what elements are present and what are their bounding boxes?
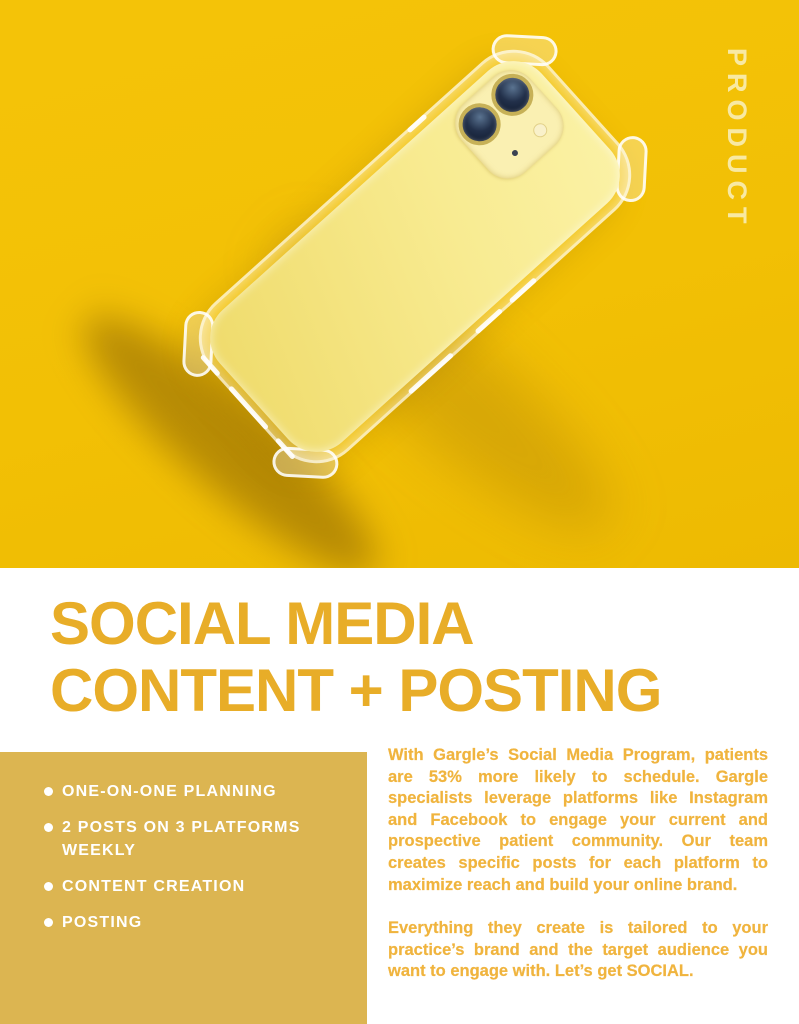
case-corner-bumper [615, 135, 648, 202]
feature-box [0, 752, 367, 1024]
feature-list-item [46, 911, 347, 934]
page-title-line2: CONTENT + POSTING [50, 657, 662, 724]
page-title [50, 590, 770, 724]
feature-list-item [46, 816, 347, 862]
camera-module [444, 59, 574, 189]
feature-list-item [46, 875, 347, 898]
feature-list-item-label: POSTING [62, 914, 143, 931]
feature-list-item-label: CONTENT CREATION [62, 878, 246, 895]
feature-list-item-label: 2 POSTS ON 3 PLATFORMS WEEKLY [62, 819, 301, 859]
flash-icon [530, 120, 550, 140]
product-vertical-label: PRODUCT [722, 48, 752, 231]
body-paragraph: Everything they create is tailored to your practice’s brand and the target audience you want to engage with. Let’s get SOCIAL. [388, 919, 768, 981]
body-copy [388, 745, 768, 1005]
feature-list-item-label: ONE-ON-ONE PLANNING [62, 783, 277, 800]
page-title-line1: SOCIAL MEDIA [50, 590, 474, 657]
body-paragraph: With Gargle’s Social Media Program, patients are 53% more likely to schedule. Gargle specialists leverage platforms like Instagram and Facebook to engage your current and prospective patient community. Our team creates specific posts for each platform to maximize reach and build your online brand. [388, 746, 768, 894]
mic-dot-icon [511, 149, 519, 157]
case-corner-bumper [272, 446, 339, 479]
feature-list [0, 780, 367, 934]
feature-list-item [46, 780, 347, 803]
